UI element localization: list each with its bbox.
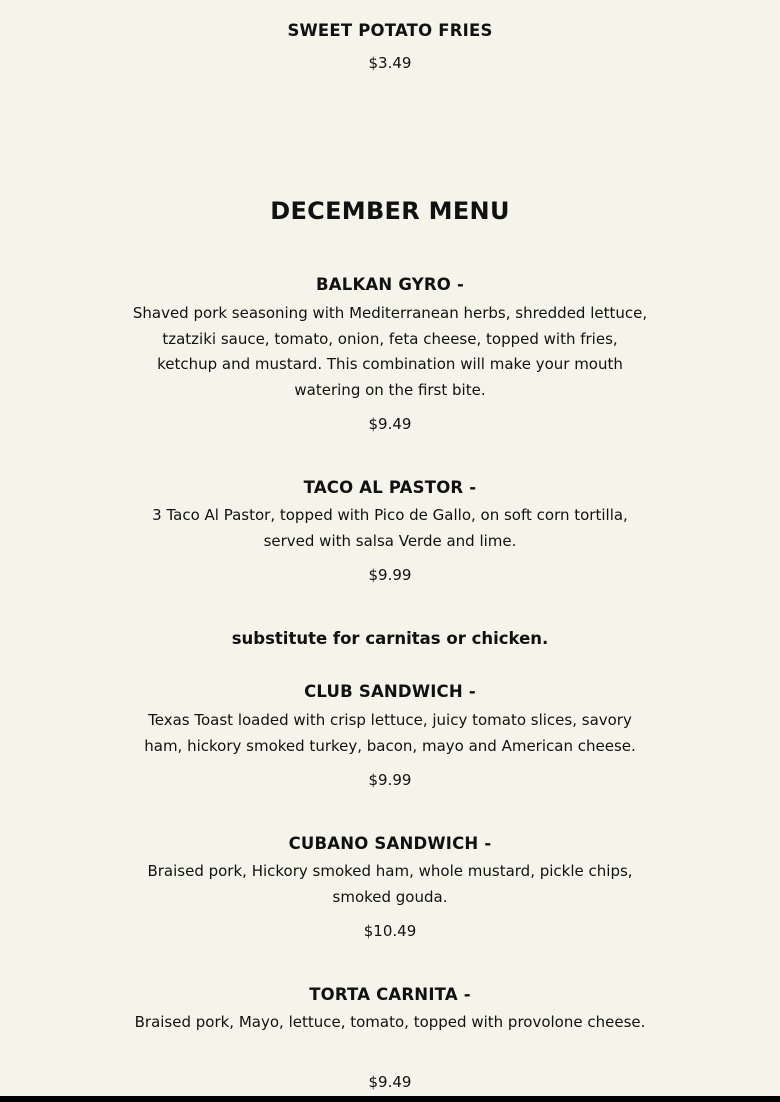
bottom-divider xyxy=(0,1096,780,1102)
item-description-torta-carnita: Braised pork, Mayo, lettuce, tomato, topped with provolone cheese. xyxy=(134,1013,646,1031)
item-description-taco-al-pastor: 3 Taco Al Pastor, topped with Pico de Gallo, on soft corn tortilla, served with salsa Verde and lime. xyxy=(152,506,628,550)
item-name-torta-carnita: TORTA CARNITA - xyxy=(309,985,471,1004)
item-description-club-sandwich: Texas Toast loaded with crisp lettuce, juicy tomato slices, savory ham, hickory smoked turkey, bacon, mayo and American cheese. xyxy=(144,711,636,755)
item-price-cubano-sandwich: $10.49 xyxy=(363,922,417,940)
item-name-balkan-gyro: BALKAN GYRO - xyxy=(315,275,465,294)
item-price-torta-carnita: $9.49 xyxy=(368,1073,412,1091)
item-price-taco-al-pastor: $9.99 xyxy=(368,566,412,584)
item-name-club-sandwich: CLUB SANDWICH - xyxy=(304,682,476,701)
menu-title: DECEMBER MENU xyxy=(270,197,510,225)
item-name-taco-al-pastor: TACO AL PASTOR - xyxy=(303,478,477,497)
substitute-note: substitute for carnitas or chicken. xyxy=(231,629,549,648)
item-price-balkan-gyro: $9.49 xyxy=(368,415,412,433)
item-name-sweet-potato-fries: SWEET POTATO FRIES xyxy=(287,21,493,40)
item-name-cubano-sandwich: CUBANO SANDWICH - xyxy=(288,834,492,853)
item-description-balkan-gyro: Shaved pork seasoning with Mediterranean herbs, shredded lettuce, tzatziki sauce, tomato, onion, feta cheese, topped with fries, ketchup and mustard. This combination will make your mouth watering on the first bite. xyxy=(132,304,648,399)
item-price-club-sandwich: $9.99 xyxy=(368,771,412,789)
item-description-cubano-sandwich: Braised pork, Hickory smoked ham, whole mustard, pickle chips, smoked gouda. xyxy=(147,862,633,906)
item-price-sweet-potato-fries: $3.49 xyxy=(368,54,412,72)
